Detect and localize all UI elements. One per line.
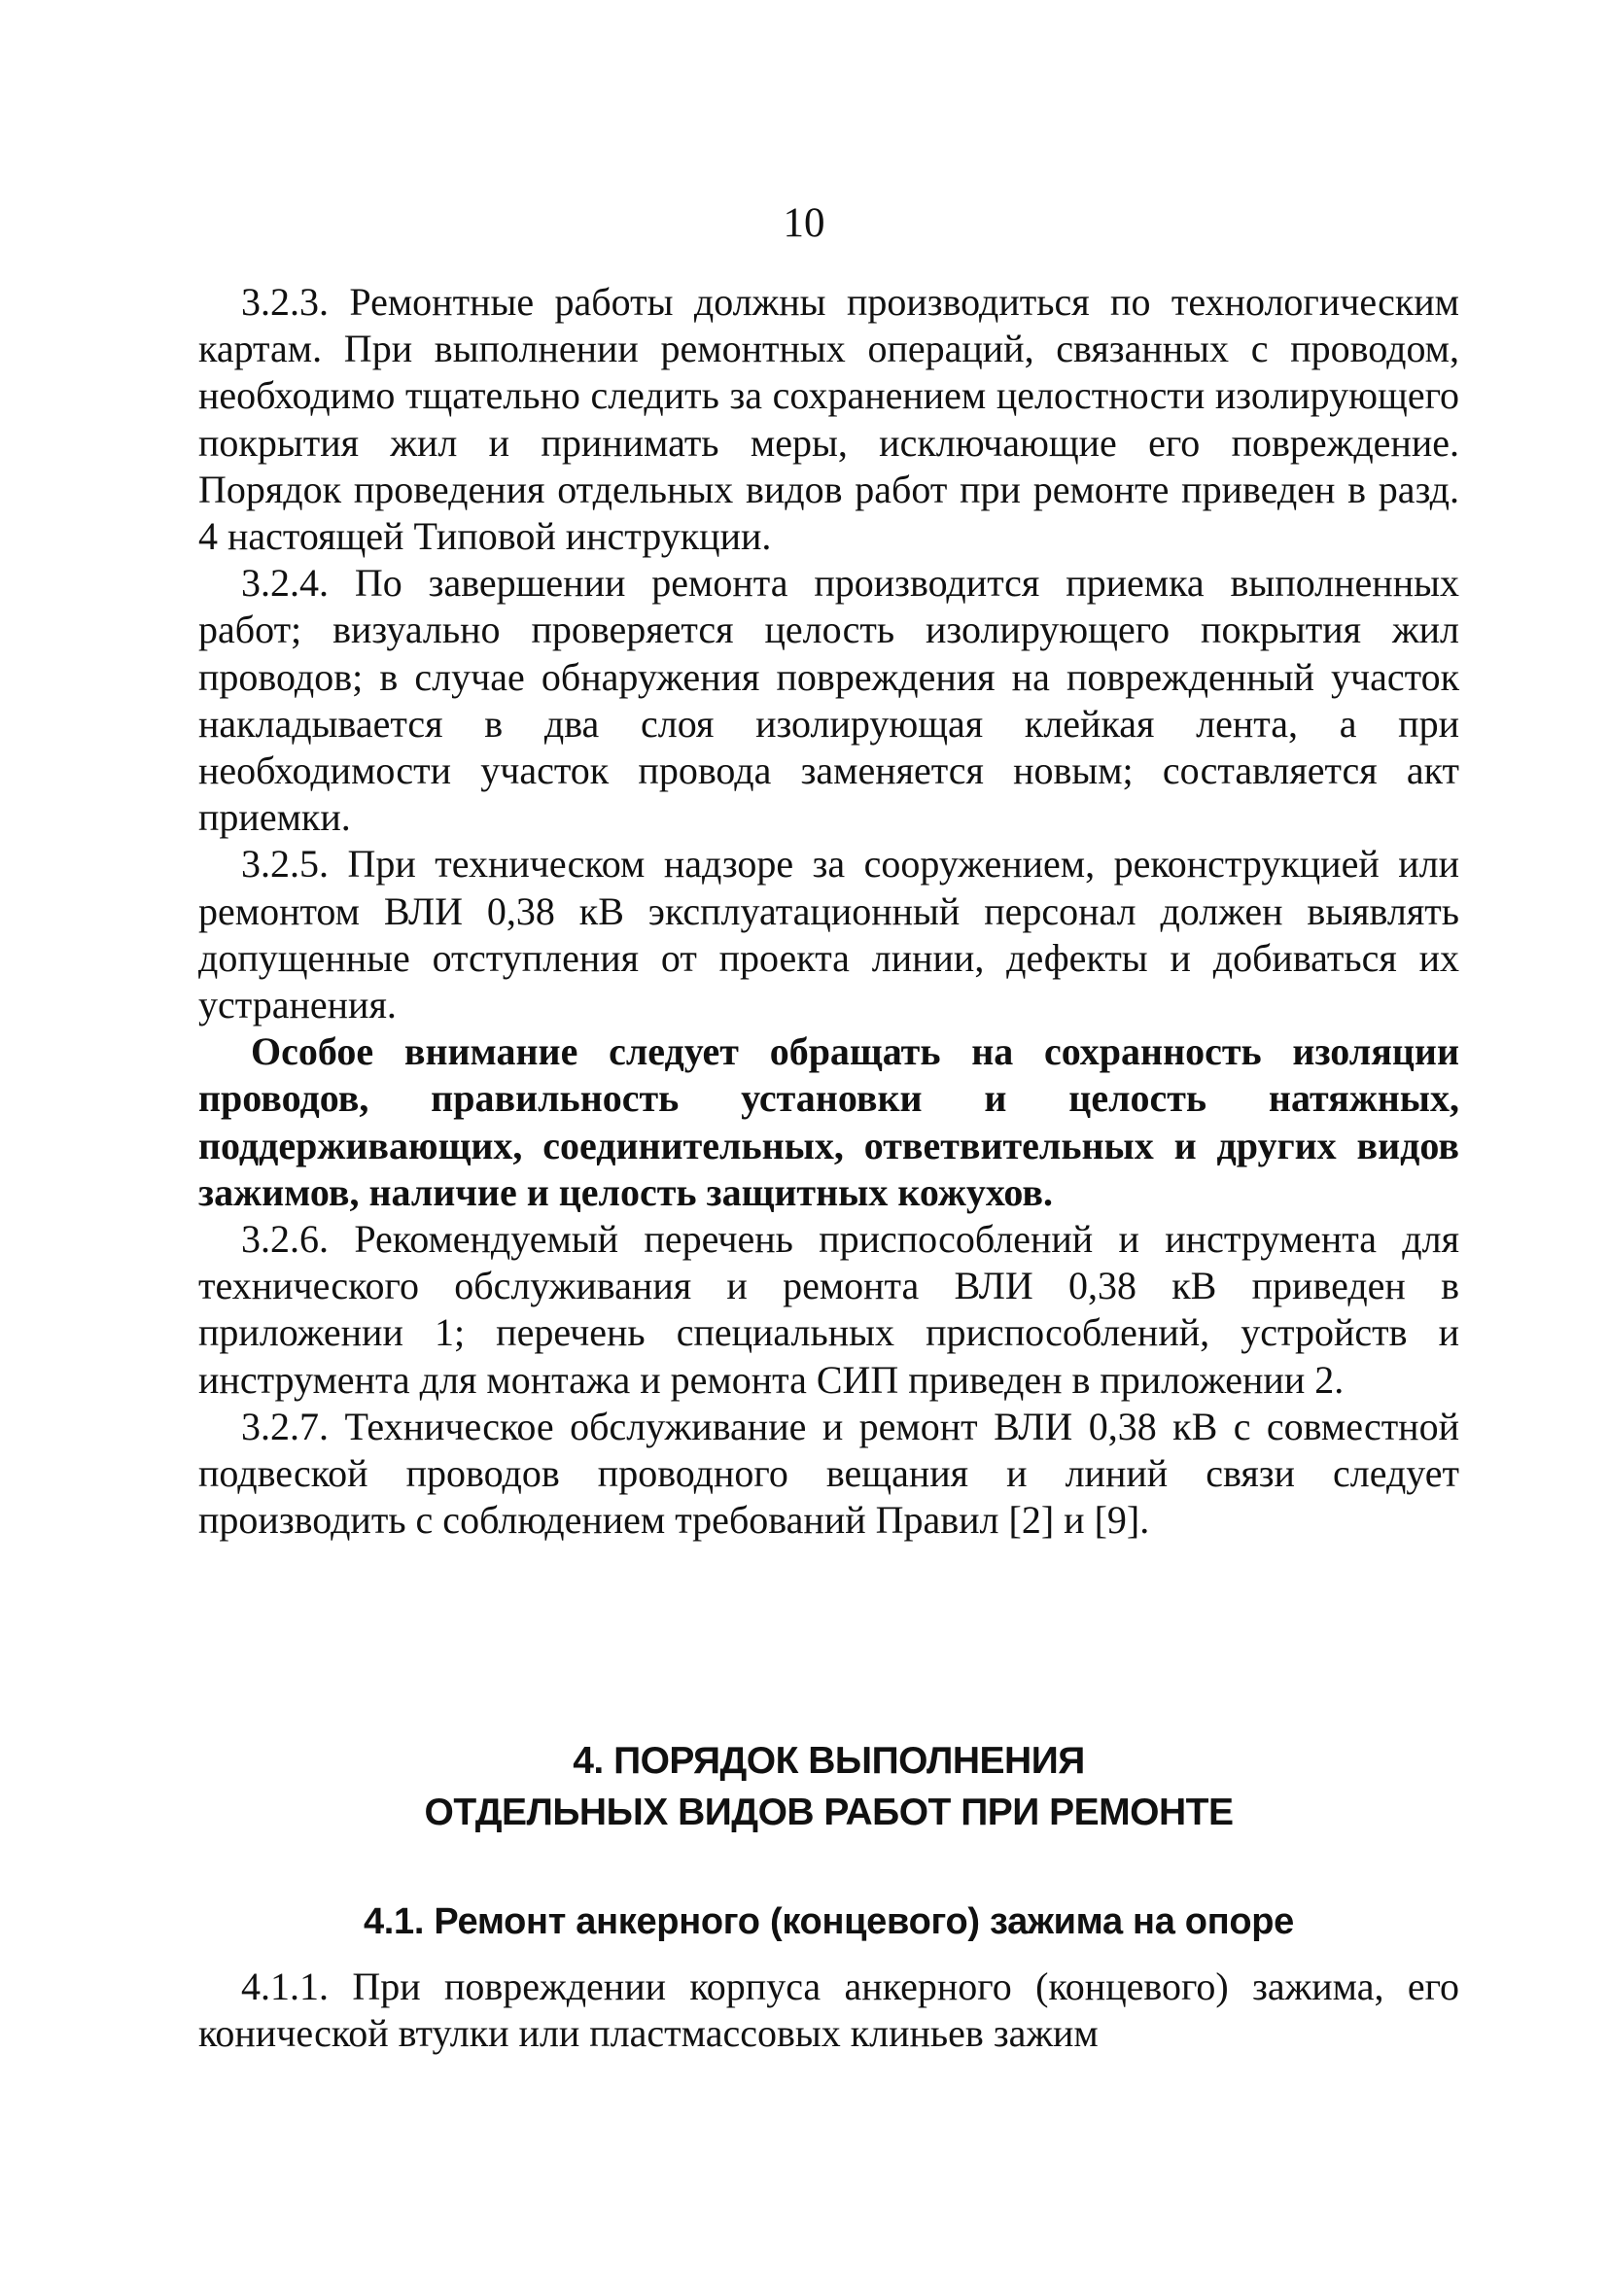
paragraph-3-2-4: 3.2.4. По завершении ремонта производится приемка выполненных работ; визуально проверяется целость изолирующего покрытия жил проводов; в случае обнаружения повреждения на поврежденный участок накладывается в два слоя изолирующая клейкая лента, а при необходимости участок провода заменяется новым; составляется акт приемки. (198, 561, 1459, 840)
subsection-heading: 4.1. Ремонт анкерного (концевого) зажима на опоре (363, 1901, 1295, 1942)
tail-text (198, 1964, 1459, 2057)
section-heading (198, 1735, 1459, 1838)
paragraph-3-2-7: 3.2.7. Техническое обслуживание и ремонт ВЛИ 0,38 кВ с совместной подвеской проводов проводного вещания и линий связи следует производить с соблюдением требований Правил [2] и [9]. (198, 1404, 1459, 1543)
section-heading-line-2: ОТДЕЛЬНЫХ ВИДОВ РАБОТ ПРИ РЕМОНТЕ (424, 1792, 1234, 1833)
body-text (198, 279, 1459, 1544)
bold-emphasis-paragraph: Особое внимание следует обращать на сохранность изоляции проводов, правильность установки и целость натяжных, поддерживающих, соединительных, ответвительных и других видов зажимов, наличие и целость защитных кожухов. (198, 1029, 1459, 1214)
page-number: 10 (783, 200, 825, 246)
paragraph-3-2-5: 3.2.5. При техническом надзоре за сооружением, реконструкцией или ремонтом ВЛИ 0,38 кВ эксплуатационный персонал должен выявлять допущенные отступления от проекта линии, дефекты и добиваться их устранения. (198, 842, 1459, 1027)
paragraph-3-2-3: 3.2.3. Ремонтные работы должны производиться по технологическим картам. При выполнении ремонтных операций, связанных с проводом, необходимо тщательно следить за сохранением целостности изолирующего покрытия жил и принимать меры, исключающие его повреждение. Порядок проведения отдельных видов работ при ремонте приведен в разд. 4 настоящей Типовой инструкции. (198, 280, 1459, 559)
paragraph-4-1-1: 4.1.1. При повреждении корпуса анкерного (концевого) зажима, его конической втулки или пластмассовых клиньев зажим (198, 1965, 1459, 2056)
section-heading-line-1: 4. ПОРЯДОК ВЫПОЛНЕНИЯ (573, 1740, 1085, 1782)
paragraph-3-2-6: 3.2.6. Рекомендуемый перечень приспособлений и инструмента для технического обслуживания и ремонта ВЛИ 0,38 кВ приведен в приложении 1; перечень специальных приспособлений, устройств и инструмента для монтажа и ремонта СИП приведен в приложении 2. (198, 1217, 1459, 1402)
